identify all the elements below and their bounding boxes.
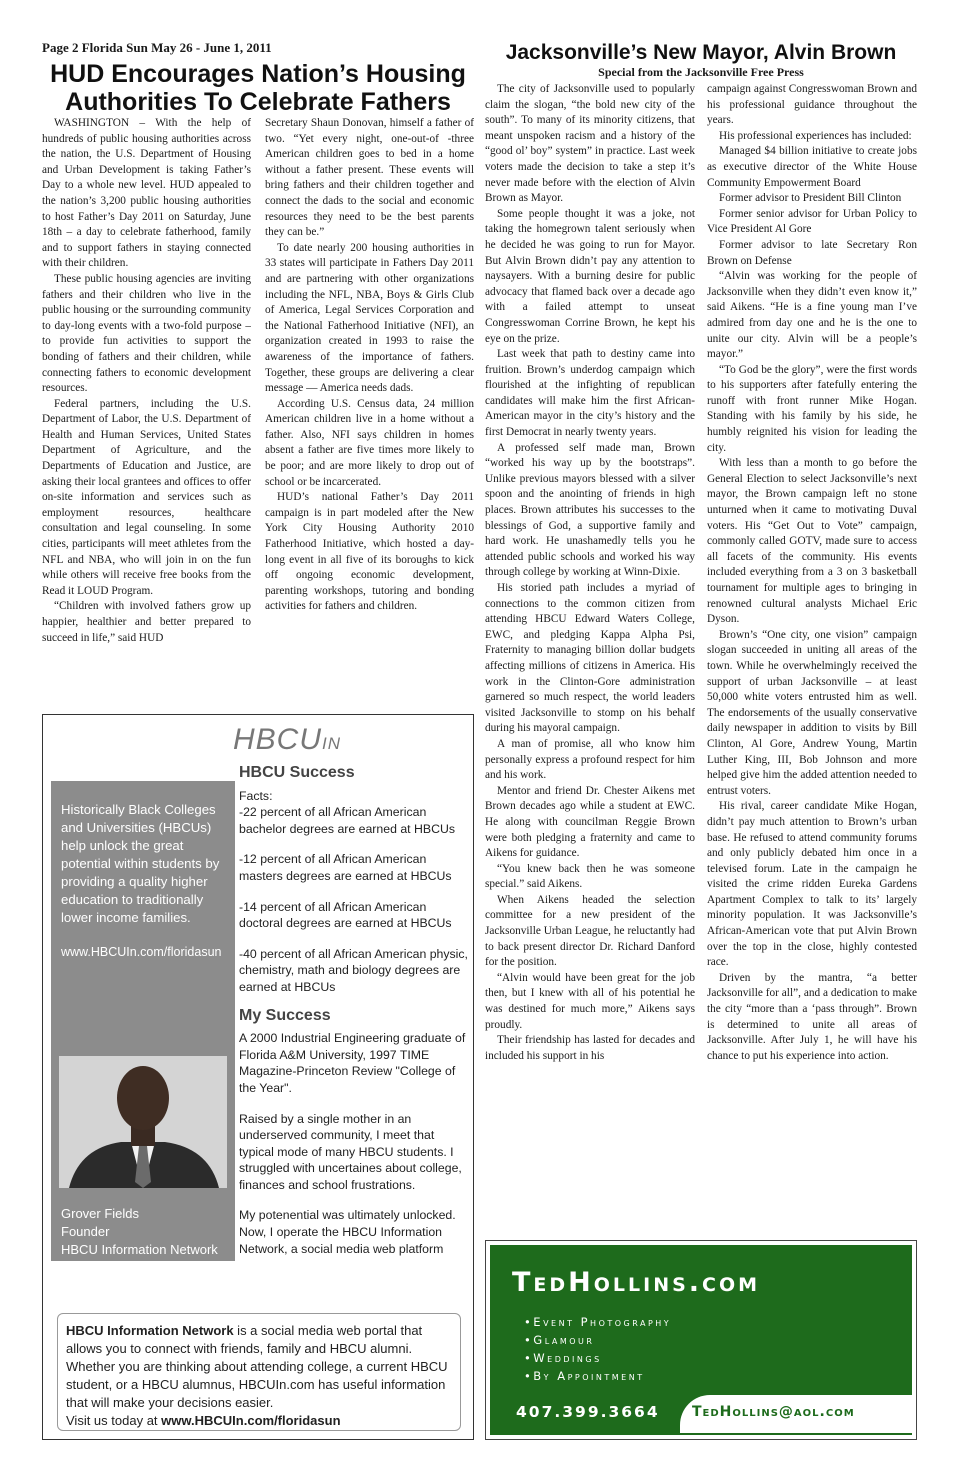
hbcu-logo: [233, 723, 341, 757]
paragraph: A professed self made man, Brown “worked his way up by the bootstraps”. Unlike previous mayors blessed with a silver spoon and the anointing of friends in high places. Brown attributes his successes to the blessings of God, a supportive family and hard work. He unashamedly tells you he attended public schools and worked his way through college by working at Winn-Dixie.: [485, 441, 695, 579]
my-success-text: A 2000 Industrial Engineering graduate of Florida A&M University, 1997 TIME Magazine-Princeton Review "College of the Year".: [239, 1031, 466, 1095]
ad-left-panel: [51, 781, 235, 1261]
email-box: [680, 1395, 914, 1433]
hud-headline: HUD Encourages Nation’s Housing Authorities To Celebrate Fathers: [50, 60, 466, 116]
paragraph: Last week that path to destiny came into fruition. Brown’s underdog campaign which flourished at the infighting of republican candidates will make him the first African-American mayor in the city’s history and the first Democrat in nearly twenty years.: [485, 348, 695, 439]
phone-number: 407.399.3664: [516, 1403, 660, 1421]
hud-column-1: [42, 116, 251, 710]
service-item: • By Appointment: [524, 1367, 671, 1385]
paragraph: His rival, career candidate Mike Hogan, didn’t pay much attention to Brown’s urban base. He refused to attend community forums and only publicly debated him once in a televised forum. Late in the campaign he visited the crime ridden Eureka Gardens Apartment Complex to talk to its’ largely minority population. It was Jacksonville’s African-American vote that put Alvin Brown over the top in the close, highly contested race.: [707, 800, 917, 969]
paragraph: “Children with involved fathers grow up happier, healthier and better prepared to succeed in life,” said HUD: [42, 600, 251, 644]
fact-item: -14 percent of all African American doctoral degrees are earned at HBCUs: [239, 899, 452, 931]
founder-caption: [61, 1205, 218, 1259]
service-item: • Glamour: [524, 1331, 671, 1349]
ted-ad-panel: [490, 1245, 912, 1435]
paragraph: “You knew back then he was someone special.” said Aikens.: [485, 862, 695, 891]
jax-column-2: [707, 82, 917, 1237]
founder-name: Grover Fields: [61, 1206, 140, 1221]
paragraph: A man of promise, all who know him personally express a profound respect for him and his work.: [485, 737, 695, 782]
paragraph: Federal partners, including the U.S. Department of Labor, the U.S. Department of Health and Human Services, United States Department of Agriculture, and the Departments of Education and Justice, are asking their local grantees and offices to offer on-site information and services such as employment resources, healthcare consultation and legal counseling. In some cities, participants will meet athletes from the NFL and NBA, who will join in on the fun while others will receive free books from the Read it LOUD Program.: [42, 397, 251, 597]
fact-item: -22 percent of all African American bachelor degrees are earned at HBCUs: [239, 805, 456, 836]
paragraph: “To God be the glory”, were the first words to his supporters after fatefully entering the runoff with front runner Mike Hogan. Standing with his family by his side, he humbly reignited his vision for leading the city.: [707, 363, 917, 454]
ted-hollins-name: TedHollins.com: [512, 1267, 761, 1298]
founder-photo: [59, 1056, 227, 1188]
paragraph: Mentor and friend Dr. Chester Aikens met Brown decades ago while a student at EWC. He along with councilman Reggie Brown were both pledging a fraternity and came to Aikens for guidance.: [485, 784, 695, 860]
service-item: • Weddings: [524, 1349, 671, 1367]
email-link[interactable]: TedHollins@aol.com: [692, 1404, 855, 1420]
paragraph: Former advisor to late Secretary Ron Brown on Defense: [707, 238, 917, 267]
hbcu-network-box: [57, 1313, 461, 1431]
paragraph: WASHINGTON – With the help of hundreds of public housing authorities across the nation, the U.S. Department of Housing and Urban Development is taking Father’s Day to a whole new level. HUD appealed to the nation’s 3,200 public housing authorities to host Father’s Day 2011 on Saturday, June 18th – a day to celebrate fatherhood, family and to support fathers in staying connected with their children.: [42, 117, 251, 270]
founder-org: HBCU Information Network: [61, 1242, 218, 1257]
jax-column-1: [485, 82, 695, 1237]
hbcu-url-link[interactable]: www.HBCUIn.com/floridasun: [61, 945, 222, 959]
paragraph: These public housing agencies are inviting fathers and their children who live in the public housing or the surrounding community to day-long events with a two-fold purpose – to provide fun activities to support the bonding of fathers and their children, while connecting fathers to economic development resources.: [42, 272, 251, 395]
paragraph: “Alvin was working for the people of Jacksonville when they didn’t even know it,” said Aikens. “He is a fine young man I’ve admired from day one and he is the one to unite our city. Alvin will be a people’s mayor.”: [707, 270, 917, 361]
paragraph: Former senior advisor for Urban Policy to Vice President Al Gore: [707, 207, 917, 236]
fact-item: -12 percent of all African American masters degrees are earned at HBCUs: [239, 852, 452, 883]
paragraph: Brown’s “One city, one vision” campaign slogan succeeded in uniting all areas of the town. While he overwhelmingly received the support of urban Jacksonville – at least 50,000 white voters entrusted him as well. The endorsements of the usually conservative daily newspaper in addition to visits by Bill Clinton, Al Gore, Andrew Young, Martin Luther King, III, Bob Johnson and more helped give him the added attention needed to entrust voters.: [707, 628, 917, 797]
paragraph: Their friendship has lasted for decades and included his support in his: [485, 1034, 695, 1062]
founder-role: Founder: [61, 1224, 110, 1239]
paragraph: His professional experiences has included:: [719, 129, 912, 142]
facts-label: Facts:: [239, 788, 273, 803]
visit-url-link[interactable]: www.HBCUIn.com/floridasun: [161, 1413, 341, 1428]
paragraph: According U.S. Census data, 24 million American children live in a home without a father. Also, NFI says children in homes absent a father are five times more likely to be poor; and are more likely to drop out of school or be incarcerated.: [265, 397, 474, 488]
paragraph: Managed $4 billion initiative to create jobs as executive director of the White House Community Empowerment Board: [707, 145, 917, 189]
ad-right-panel: [239, 765, 469, 1257]
network-name: HBCU Information Network: [66, 1323, 234, 1338]
network-description: is a social media web portal that allows you to connect with friends, family and HBCU alumni. Whether you are thinking about attending college, a current HBCU student, or a HBCU alumnus, HBCUIn.com has useful information that will make your decisions easier.: [66, 1323, 448, 1410]
paragraph: HUD’s national Father’s Day 2011 campaign is in part modeled after the New York City Housing Authority 2010 Fatherhood Initiative, which hosted a day-long event in all five of its boroughs to kick off ongoing economic development, parenting workshops, tutoring and bonding activities for fathers and children.: [265, 491, 474, 613]
jax-subtitle: Special from the Jacksonville Free Press: [598, 65, 804, 79]
paragraph: When Aikens headed the selection committee for a new president of the Jacksonville Urban League, he reluctantly had to back present director Dr. Richard Danford for the position.: [485, 893, 695, 969]
hbcu-logo-suffix: IN: [322, 734, 342, 753]
paragraph: “Alvin would have been great for the job then, but I knew with all of his potential he was destined for much more,” Aikens says proudly.: [485, 971, 695, 1031]
paragraph: His storied path includes a myriad of connections to the common citizen from attending HBCU Edward Waters College, EWC, and pledging Kappa Alpha Psi, Fraternity to managing billion dollar budgets affecting millions of citizens in America. His work in the Clinton-Gore administration garnered so much respect, the world leaders visited Jacksonville to stomp on his behalf during his mayoral campaign.: [485, 582, 695, 735]
success-heading: HBCU Success: [239, 764, 355, 781]
jax-headline: Jacksonville’s New Mayor, Alvin Brown: [505, 41, 897, 64]
hud-column-2: [265, 116, 474, 710]
my-success-text: My potenential was ultimately unlocked. Now, I operate the HBCU Information Network, a social media web platform: [239, 1208, 456, 1256]
paragraph: Some people thought it was a joke, not taking the homegrown talent seriously when he decided he was going to run for Mayor. But Alvin Brown didn’t pay any attention to naysayers. With a burning desire for public advocacy that flamed back over a decade ago with a failed attempt to unseat Congresswoman Corrine Brown, he kept his eye on the prize.: [485, 207, 695, 345]
my-success-heading: My Success: [239, 1006, 331, 1024]
service-item: • Event Photography: [524, 1313, 671, 1331]
paragraph: Driven by the mantra, “a better Jacksonville for all”, and a dedication to make the city “more than a ‘pass through”. Brown is determined to unite all areas of Jacksonville. After July 1, he will have his chance to put his experience into action.: [707, 971, 917, 1062]
paragraph: Secretary Shaun Donovan, himself a father of two. “Yet every night, one-out-of -three American children goes to bed in a home without a father present. These events will bring fathers and their children together and connect the dads to the social and economic resources they need to be the best parents they can be.”: [265, 117, 474, 239]
my-success-text: Raised by a single mother in an underserved community, I meet that typical mode of many HBCU students. I struggled with uncertaines about college, finances and school frustrations.: [239, 1111, 462, 1192]
paragraph: The city of Jacksonville used to popularly claim the slogan, “the bold new city of the south”. To many of its minority citizens, that meant unspoken racism and a history of the “good ol’ boy” system” in practice. Last week voters made the decision to take a step it’s never made before with the election of Alvin Brown as Mayor.: [485, 83, 695, 205]
paragraph: Former advisor to President Bill Clinton: [719, 192, 902, 205]
visit-line: [66, 1412, 452, 1430]
visit-text: Visit us today at: [66, 1413, 162, 1428]
hbcu-logo-text: HBCU: [233, 723, 323, 756]
paragraph: To date nearly 200 housing authorities in 33 states will participate in Fathers Day 2011 and are partnering with other organizations including the NFL, NBA, Boys & Girls Club of America, Legal Services Corporation and the National Fatherhood Initiative (NFI), an organization created in 1993 to raise the awareness of the importance of fathers. Together, these groups are delivering a clear message — America needs dads.: [265, 241, 474, 395]
paragraph: With less than a month to go before the General Election to select Jacksonville’s next mayor, the Brown campaign left no stone unturned when it came to motivating Duval voters. His “Get Out to Vote” campaign, commonly called GOTV, made sure to access all facets of the community. His events included everything from a 3 on 3 basketball tournament for multiple ages to bringing in renowned cultural analysts Michael Eric Dyson.: [707, 457, 917, 626]
hbcu-intro-text: Historically Black Colleges and Universities (HBCUs) help unlock the great potential within students by providing a quality higher education to traditionally lower income families.: [61, 802, 220, 925]
services-list: [524, 1313, 671, 1385]
ted-hollins-advertisement: [485, 1240, 917, 1440]
fact-item: -40 percent of all African American physic, chemistry, math and biology degrees are earned at HBCUs: [239, 946, 468, 994]
page-folio: Page 2 Florida Sun May 26 - June 1, 2011: [42, 40, 272, 55]
paragraph: campaign against Congresswoman Brown and his professional guidance throughout the years.: [707, 83, 917, 127]
hbcu-advertisement: [42, 714, 474, 1440]
